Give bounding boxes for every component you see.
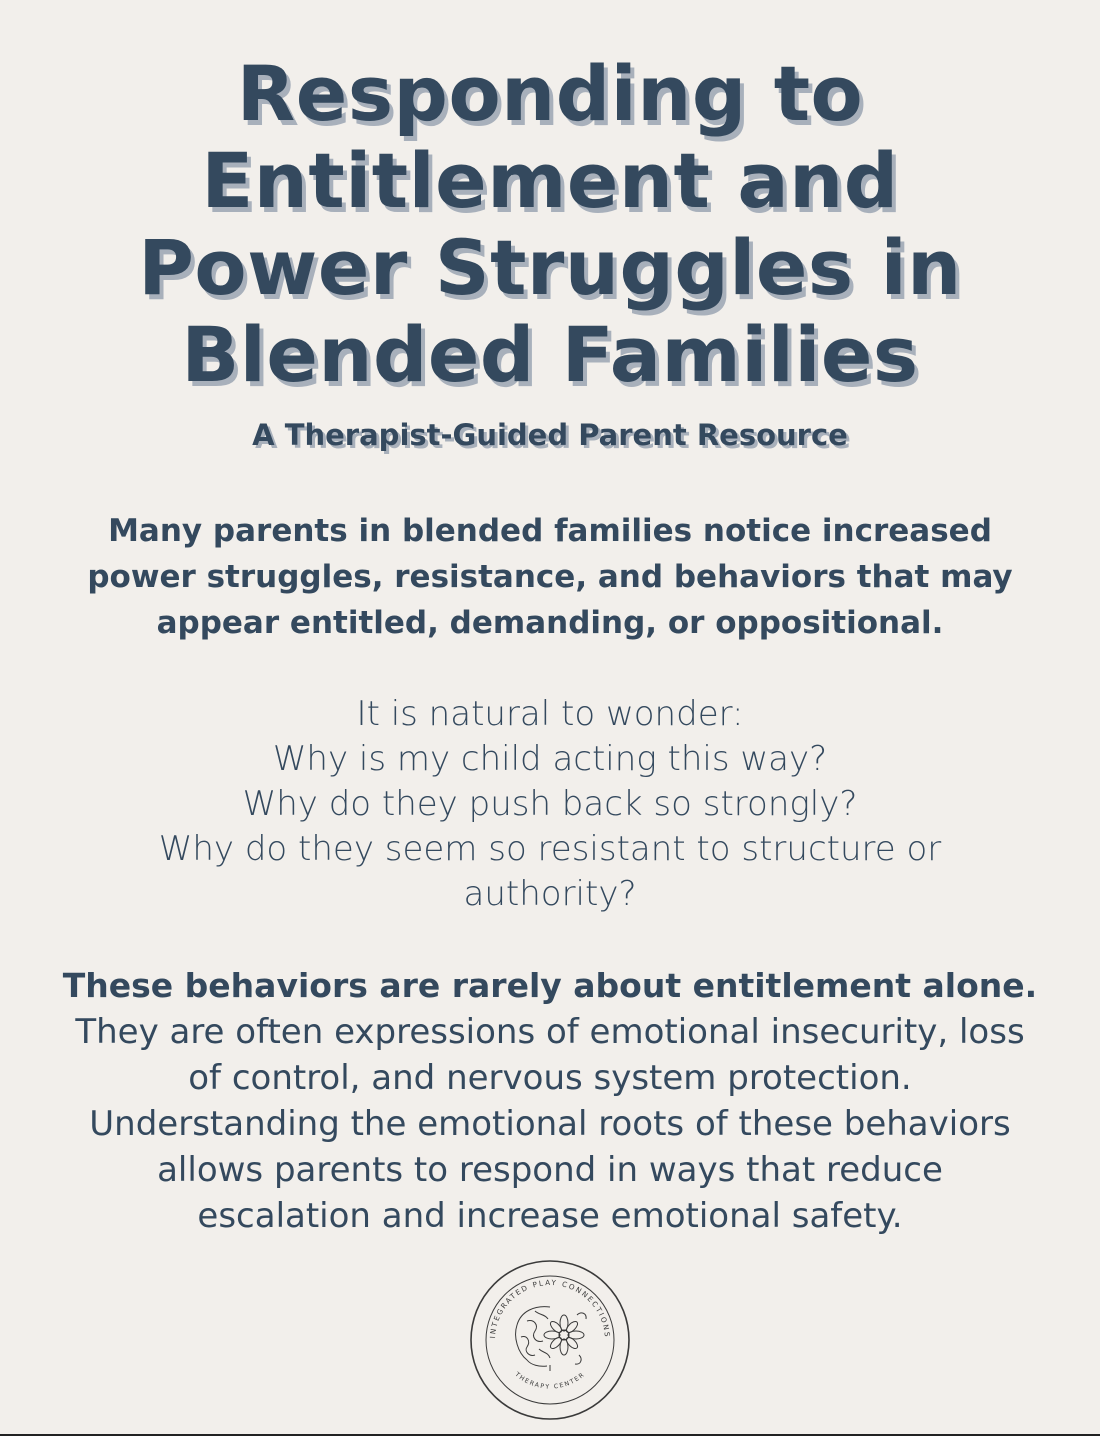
svg-text:INTEGRATED PLAY CONNECTIONS (488, 1278, 612, 1339)
logo-bottom-text: THERAPY CENTER (513, 1371, 587, 1391)
page-title (0, 50, 1100, 398)
question-line: Why do they seem so resistant to structure or (158, 829, 942, 869)
explanation-line: of control, and nervous system protection. (188, 1058, 912, 1098)
title-line: Blended Families (181, 310, 919, 399)
question-line: authority? (463, 874, 637, 914)
question-line: Why do they push back so strongly? (242, 784, 858, 824)
intro-line: power struggles, resistance, and behaviors that may (87, 559, 1013, 595)
question-line: It is natural to wonder: (356, 694, 744, 734)
question-line: Why is my child acting this way? (272, 739, 828, 779)
page-subtitle: A Therapist-Guided Parent Resource (252, 418, 848, 452)
explanation-line: allows parents to respond in ways that reduce (157, 1150, 943, 1190)
intro-line: appear entitled, demanding, or oppositional. (156, 605, 944, 641)
intro-paragraph (10, 508, 1090, 646)
explanation-line: escalation and increase emotional safety. (197, 1196, 903, 1236)
logo-top-text: INTEGRATED PLAY CONNECTIONS (488, 1277, 613, 1339)
logo-seal (469, 1259, 631, 1421)
explanation-line: They are often expressions of emotional insecurity, loss (75, 1012, 1025, 1052)
key-point-line: These behaviors are rarely about entitlement alone. (62, 966, 1038, 1005)
questions-paragraph (0, 692, 1100, 917)
explanation-paragraph (0, 963, 1100, 1239)
title-line: Power Struggles in (138, 223, 962, 312)
therapy-center-logo (469, 1259, 631, 1421)
explanation-line: Understanding the emotional roots of these behaviors (89, 1104, 1011, 1144)
brain-flower-icon (516, 1307, 587, 1371)
title-line: Entitlement and (201, 136, 899, 225)
intro-line: Many parents in blended families notice increased (108, 513, 992, 549)
title-line: Responding to (236, 49, 864, 138)
svg-text:THERAPY CENTER (513, 1370, 587, 1390)
